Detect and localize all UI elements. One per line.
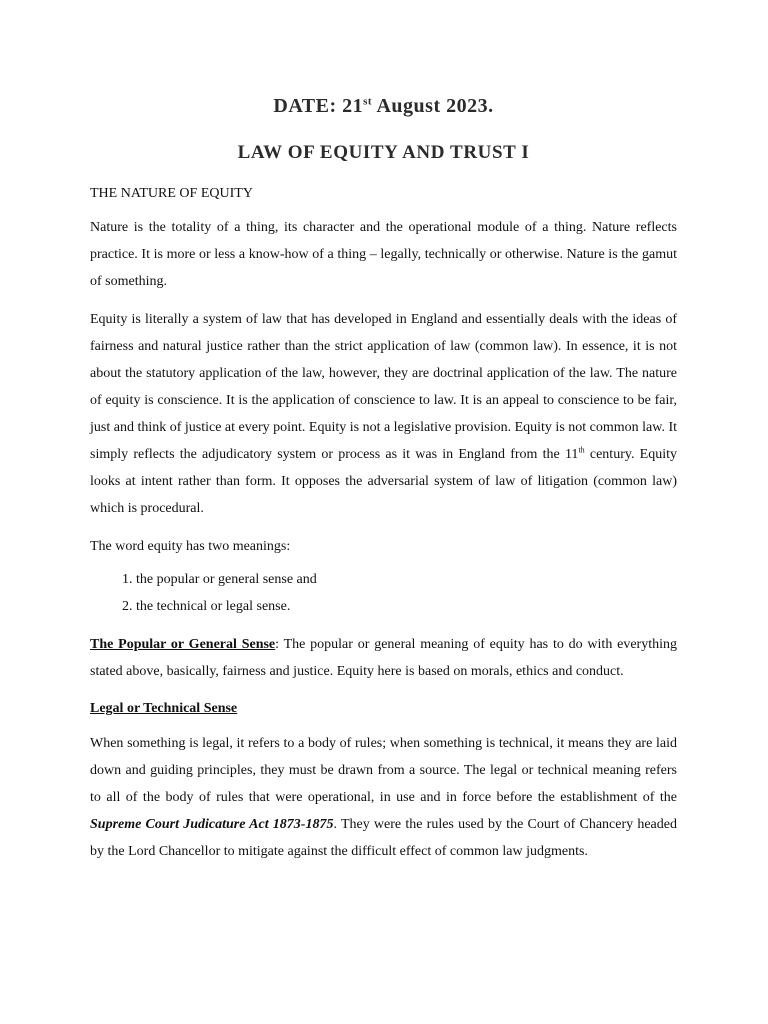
popular-sense-text: : The popular or general meaning of equity has to do with everything stated above, basically, fairness and justice. Equity here is based on morals, ethics and conduct.	[90, 637, 677, 679]
document-title: LAW OF EQUITY AND TRUST I	[237, 142, 530, 163]
popular-sense-heading: The Popular or General Sense	[90, 637, 276, 652]
document-content	[90, 92, 677, 865]
paragraph-nature: Nature is the totality of a thing, its character and the operational module of a thing. Nature reflects practice. It is more or less a know-how of a thing – legally, technically or otherwise. Nature is the gamut of something.	[90, 220, 677, 289]
paragraph-two-meanings: The word equity has two meanings:	[90, 539, 291, 554]
list-item: 1. the popular or general sense and	[136, 566, 677, 593]
date-suffix: August 2023.	[372, 95, 494, 117]
date-heading	[90, 92, 677, 120]
paragraph-equity-definition	[90, 306, 677, 522]
meanings-list	[90, 566, 677, 620]
section-heading: THE NATURE OF EQUITY	[90, 186, 253, 201]
legal-sense-heading: Legal or Technical Sense	[90, 701, 238, 716]
paragraph-legal-sense	[90, 730, 677, 865]
paragraph-popular-sense	[90, 631, 677, 685]
date-prefix: DATE: 21	[273, 95, 364, 117]
legal-sense-text-end: . They were the rules used by the Court of Chancery headed by the Lord Chancellor to mitigate against the difficult effect of common law judgments.	[90, 817, 677, 859]
paragraph-equity-text-start: Equity is literally a system of law that has developed in England and essentially deals with the ideas of fairness and natural justice rather than the strict application of law (common law). In essence, it is not about the statutory application of the law, however, they are doctrinal application of the law. The nature of equity is conscience. It is the application of conscience to law. It is an appeal to conscience to be fair, just and think of justice at every point. Equity is not a legislative provision. Equity is not common law. It simply reflects the adjudicatory system or process as it was in England from the 11	[90, 312, 678, 462]
paragraph-equity-text-end: century. Equity looks at intent rather than form. It opposes the adversarial system of law of litigation (common law) which is procedural.	[90, 447, 677, 516]
century-ordinal-suffix: th	[578, 445, 585, 455]
act-name: Supreme Court Judicature Act 1873-1875	[90, 817, 334, 832]
date-ordinal-suffix: st	[363, 95, 373, 108]
list-item: 2. the technical or legal sense.	[136, 593, 677, 620]
legal-sense-text-start: When something is legal, it refers to a body of rules; when something is technical, it means they are laid down and guiding principles, they must be drawn from a source. The legal or technical meaning refers to all of the body of rules that were operational, in use and in force before the establishment of the	[90, 736, 677, 805]
